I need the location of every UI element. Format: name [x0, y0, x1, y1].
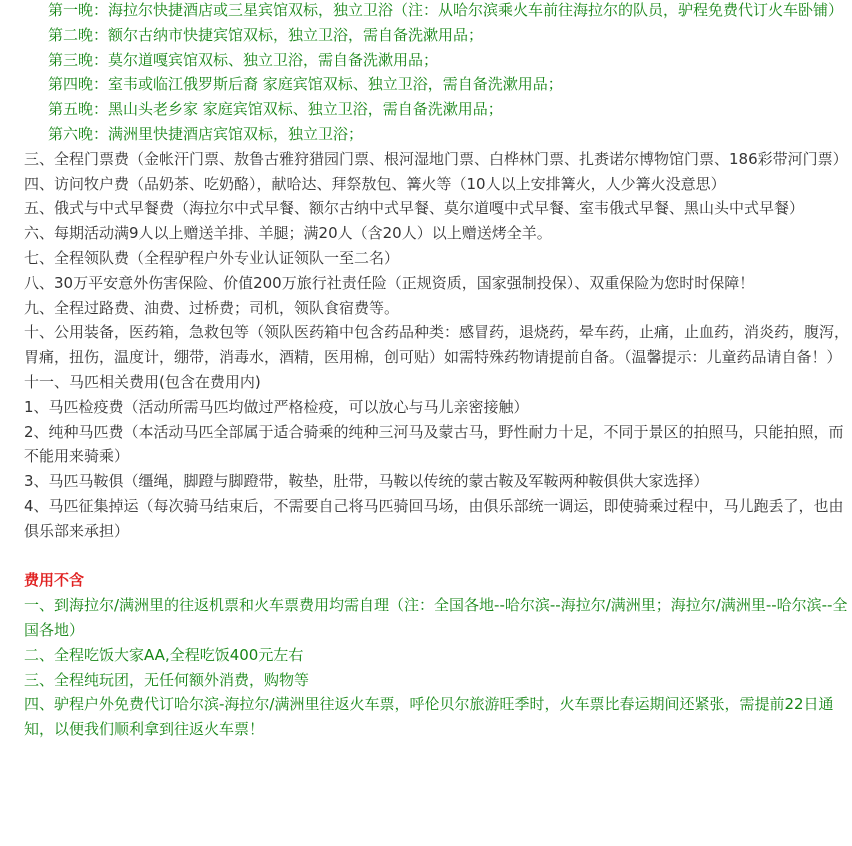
fee-item-guide: 七、全程领队费（全程驴程户外专业认证领队一至二名） — [24, 248, 400, 267]
night-3: 第三晚：莫尔道嘎宾馆双标、独立卫浴，需自备洗漱用品； — [48, 50, 439, 69]
excluded-item-transport: 一、到海拉尔/满洲里的往返机票和火车票费用均需自理（注：全国各地--哈尔滨--海拉尔/满洲里；海拉尔/满洲里--哈尔滨--全国各地） — [24, 596, 848, 639]
night-5: 第五晚：黑山头老乡家 家庭宾馆双标、独立卫浴，需自备洗漱用品； — [48, 100, 503, 119]
excluded-fees-heading: 费用不含 — [24, 571, 85, 590]
fee-item-horse-quarantine: 1、马匹检疫费（活动所需马匹均做过严格检疫，可以放心与马儿亲密接触） — [24, 397, 529, 416]
fee-item-horse-heading: 十一、马匹相关费用(包含在费用内) — [24, 372, 261, 391]
fee-item-horse-purebred: 2、纯种马匹费（本活动马匹全部属于适合骑乘的纯种三河马及蒙古马，野性耐力十足，不同于景区的拍照马，只能拍照，而不能用来骑乘） — [24, 422, 844, 466]
fee-item-herdsman-visit: 四、访问牧户费（品奶茶、吃奶酪），献哈达、拜祭敖包、篝火等（10人以上安排篝火，人少篝火没意思） — [24, 174, 726, 193]
excluded-item-meals: 二、全程吃饭大家AA,全程吃饭400元左右 — [24, 645, 304, 664]
fee-item-insurance: 八、30万平安意外伤害保险、价值200万旅行社责任险（正规资质，国家强制投保）、双重保险为您时时保障！ — [24, 273, 755, 292]
night-2: 第二晚：额尔古纳市快捷宾馆双标，独立卫浴，需自备洗漱用品； — [48, 25, 484, 44]
night-4: 第四晚：室韦或临江俄罗斯后裔 家庭宾馆双标、独立卫浴，需自备洗漱用品； — [48, 75, 563, 94]
excluded-item-train-booking: 四、驴程户外免费代订哈尔滨-海拉尔/满洲里往返火车票，呼伦贝尔旅游旺季时，火车票比春运期间还紧张，需提前22日通知，以便我们顺利拿到往返火车票！ — [24, 695, 834, 739]
included-fees-list — [0, 147, 852, 544]
fee-item-breakfast: 五、俄式与中式早餐费（海拉尔中式早餐、额尔古纳中式早餐、莫尔道嘎中式早餐、室韦俄式早餐、黑山头中式早餐） — [24, 199, 805, 218]
fee-item-gift-lamb: 六、每期活动满9人以上赠送羊排、羊腿；满20人（含20人）以上赠送烤全羊。 — [24, 224, 552, 243]
fee-item-horse-saddle: 3、马匹马鞍俱（缰绳，脚蹬与脚蹬带，鞍垫，肚带，马鞍以传统的蒙古鞍及军鞍两种鞍俱供大家选择） — [24, 472, 709, 491]
night-1: 第一晚：海拉尔快捷酒店或三星宾馆双标，独立卫浴（注：从哈尔滨乘火车前往海拉尔的队员，驴程免费代订火车卧铺） — [48, 1, 844, 19]
fee-item-tolls: 九、全程过路费、油费、过桥费；司机，领队食宿费等。 — [24, 298, 400, 317]
fee-item-first-aid: 十、公用装备，医药箱，急救包等（领队医药箱中包含药品种类：感冒药，退烧药，晕车药，止痛，止血药，消炎药，腹泻，胃痛，扭伤，温度计，绷带，消毒水，酒精，医用棉，创可贴）如需特殊药物请提前自备。（温馨提示：儿童药品请自备！） — [24, 323, 850, 367]
excluded-item-shopping: 三、全程纯玩团，无任何额外消费，购物等 — [24, 670, 310, 689]
excluded-fees-list — [0, 593, 852, 742]
fee-item-tickets: 三、全程门票费（金帐汗门票、敖鲁古雅狩猎园门票、根河湿地门票、白桦林门票、扎赉诺尔博物馆门票、186彩带河门票） — [24, 149, 848, 168]
night-6: 第六晚：满洲里快捷酒店宾馆双标，独立卫浴； — [48, 124, 364, 143]
fee-item-horse-transport: 4、马匹征集掉运（每次骑马结束后，不需要自己将马匹骑回马场，由俱乐部统一调运，即使骑乘过程中，马儿跑丢了，也由俱乐部来承担） — [24, 496, 844, 540]
accommodation-list — [0, 0, 852, 147]
